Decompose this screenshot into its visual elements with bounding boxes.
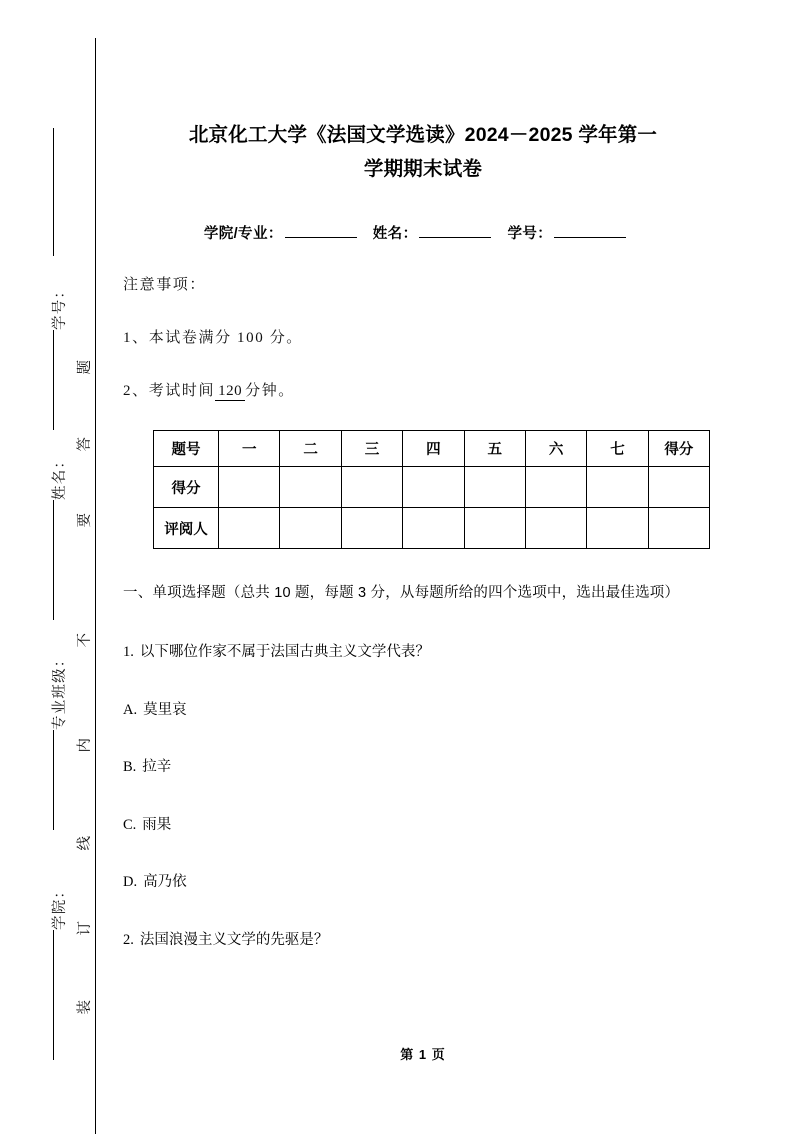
score-table (153, 430, 710, 549)
question-1-option-d[interactable] (123, 869, 723, 897)
question-1-option-c[interactable] (123, 812, 723, 840)
notice-heading: 注意事项： (123, 277, 207, 294)
question-1-option-b[interactable] (123, 754, 723, 782)
id-blank[interactable] (554, 224, 626, 238)
table-row (154, 467, 710, 508)
question-1 (123, 639, 723, 667)
question-1-option-a[interactable] (123, 697, 723, 725)
score-cell-1-2[interactable] (341, 508, 402, 549)
question-1-text: 以下哪位作家不属于法国古典主义文学代表？ (139, 643, 430, 660)
page-footer: 第 1 页 (400, 1047, 446, 1062)
score-table-header-1: 一 (219, 431, 280, 467)
name-label: 姓名： (372, 226, 418, 243)
binding-inner-glyph-4: 不 (76, 633, 93, 648)
exam-title-line-2: 学期期末试卷 (363, 158, 483, 181)
binding-inner-glyph-1: 题 (76, 360, 93, 375)
score-cell-1-0[interactable] (219, 508, 280, 549)
score-cell-1-1[interactable] (280, 508, 341, 549)
score-cell-0-0[interactable] (219, 467, 280, 508)
id-label: 学号： (507, 226, 553, 243)
notice-item-1: 1、本试卷满分 100 分。 (123, 330, 303, 347)
score-cell-1-3[interactable] (403, 508, 464, 549)
binding-label-name: 姓名： (52, 452, 68, 500)
score-row-label-0: 得分 (154, 467, 219, 508)
question-1-option-c-label: C. (123, 816, 137, 833)
binding-inner-glyph-3: 要 (76, 513, 93, 528)
question-2 (123, 927, 723, 955)
score-cell-0-7[interactable] (648, 467, 709, 508)
score-cell-1-5[interactable] (525, 508, 586, 549)
notice-item-2 (123, 379, 723, 400)
score-table-header-2: 二 (280, 431, 341, 467)
score-table-header-7: 七 (587, 431, 648, 467)
binding-outer-rule-segment-1 (53, 128, 54, 256)
score-cell-0-6[interactable] (587, 467, 648, 508)
score-cell-0-3[interactable] (403, 467, 464, 508)
exam-body (123, 0, 723, 1122)
question-1-option-d-label: D. (123, 874, 138, 891)
score-cell-0-5[interactable] (525, 467, 586, 508)
college-blank[interactable] (285, 224, 357, 238)
binding-inner-glyph-8: 装 (76, 1000, 93, 1015)
table-row-header (154, 431, 710, 467)
question-1-number: 1. (123, 643, 134, 660)
score-table-header-0: 题号 (154, 431, 219, 467)
notice-item-2-prefix: 2、考试时间 (123, 383, 216, 400)
notice-item-2-suffix: 分钟。 (245, 383, 295, 400)
college-label: 学院/专业： (203, 226, 283, 243)
binding-inner-glyph-2: 答 (76, 437, 93, 452)
question-1-option-a-label: A. (123, 701, 138, 718)
binding-inner-rule (95, 38, 96, 1134)
score-cell-0-1[interactable] (280, 467, 341, 508)
binding-inner-glyph-5: 内 (76, 738, 93, 753)
question-1-option-a-text: 莫里哀 (143, 701, 187, 718)
page-title (123, 0, 723, 186)
binding-outer-rule-segment-5 (53, 930, 54, 1060)
binding-label-class: 专业班级： (52, 651, 68, 730)
binding-outer-rule-segment-3 (53, 500, 54, 620)
student-info-row (123, 222, 723, 243)
question-2-text: 法国浪漫主义文学的先驱是？ (139, 931, 329, 948)
score-cell-1-6[interactable] (587, 508, 648, 549)
section-heading-1: 一、单项选择题（总共 10 题，每题 3 分，从每题所给的四个选项中，选出最佳选项） (123, 585, 680, 602)
score-table-header-8: 得分 (648, 431, 709, 467)
name-blank[interactable] (419, 224, 491, 238)
score-row-label-1: 评阅人 (154, 508, 219, 549)
binding-inner-glyph-7: 订 (76, 921, 93, 936)
question-1-option-b-text: 拉辛 (142, 759, 172, 776)
binding-label-student-id: 学号： (52, 282, 68, 330)
score-table-header-5: 五 (464, 431, 525, 467)
student-info-college (204, 226, 363, 242)
question-1-option-c-text: 雨果 (142, 816, 172, 833)
student-info-id (507, 226, 632, 242)
exam-title-line-1: 北京化工大学《法国文学选读》2024－2025 学年第一 (188, 124, 658, 146)
question-2-number: 2. (123, 931, 134, 948)
binding-inner-glyph-6: 线 (76, 836, 93, 851)
score-table-header-3: 三 (341, 431, 402, 467)
binding-margin (0, 0, 110, 1122)
score-cell-1-7[interactable] (648, 508, 709, 549)
question-1-option-b-label: B. (123, 759, 137, 776)
score-cell-0-2[interactable] (341, 467, 402, 508)
score-cell-1-4[interactable] (464, 508, 525, 549)
score-table-header-6: 六 (525, 431, 586, 467)
table-row (154, 508, 710, 549)
score-cell-0-4[interactable] (464, 467, 525, 508)
student-info-name (373, 226, 498, 242)
exam-duration-value: 120 (215, 383, 245, 401)
question-1-option-d-text: 高乃依 (143, 874, 187, 891)
binding-outer-rule-segment-4 (53, 730, 54, 830)
binding-label-college: 学院： (52, 882, 68, 930)
score-table-header-4: 四 (403, 431, 464, 467)
binding-outer-rule-segment-2 (53, 330, 54, 430)
